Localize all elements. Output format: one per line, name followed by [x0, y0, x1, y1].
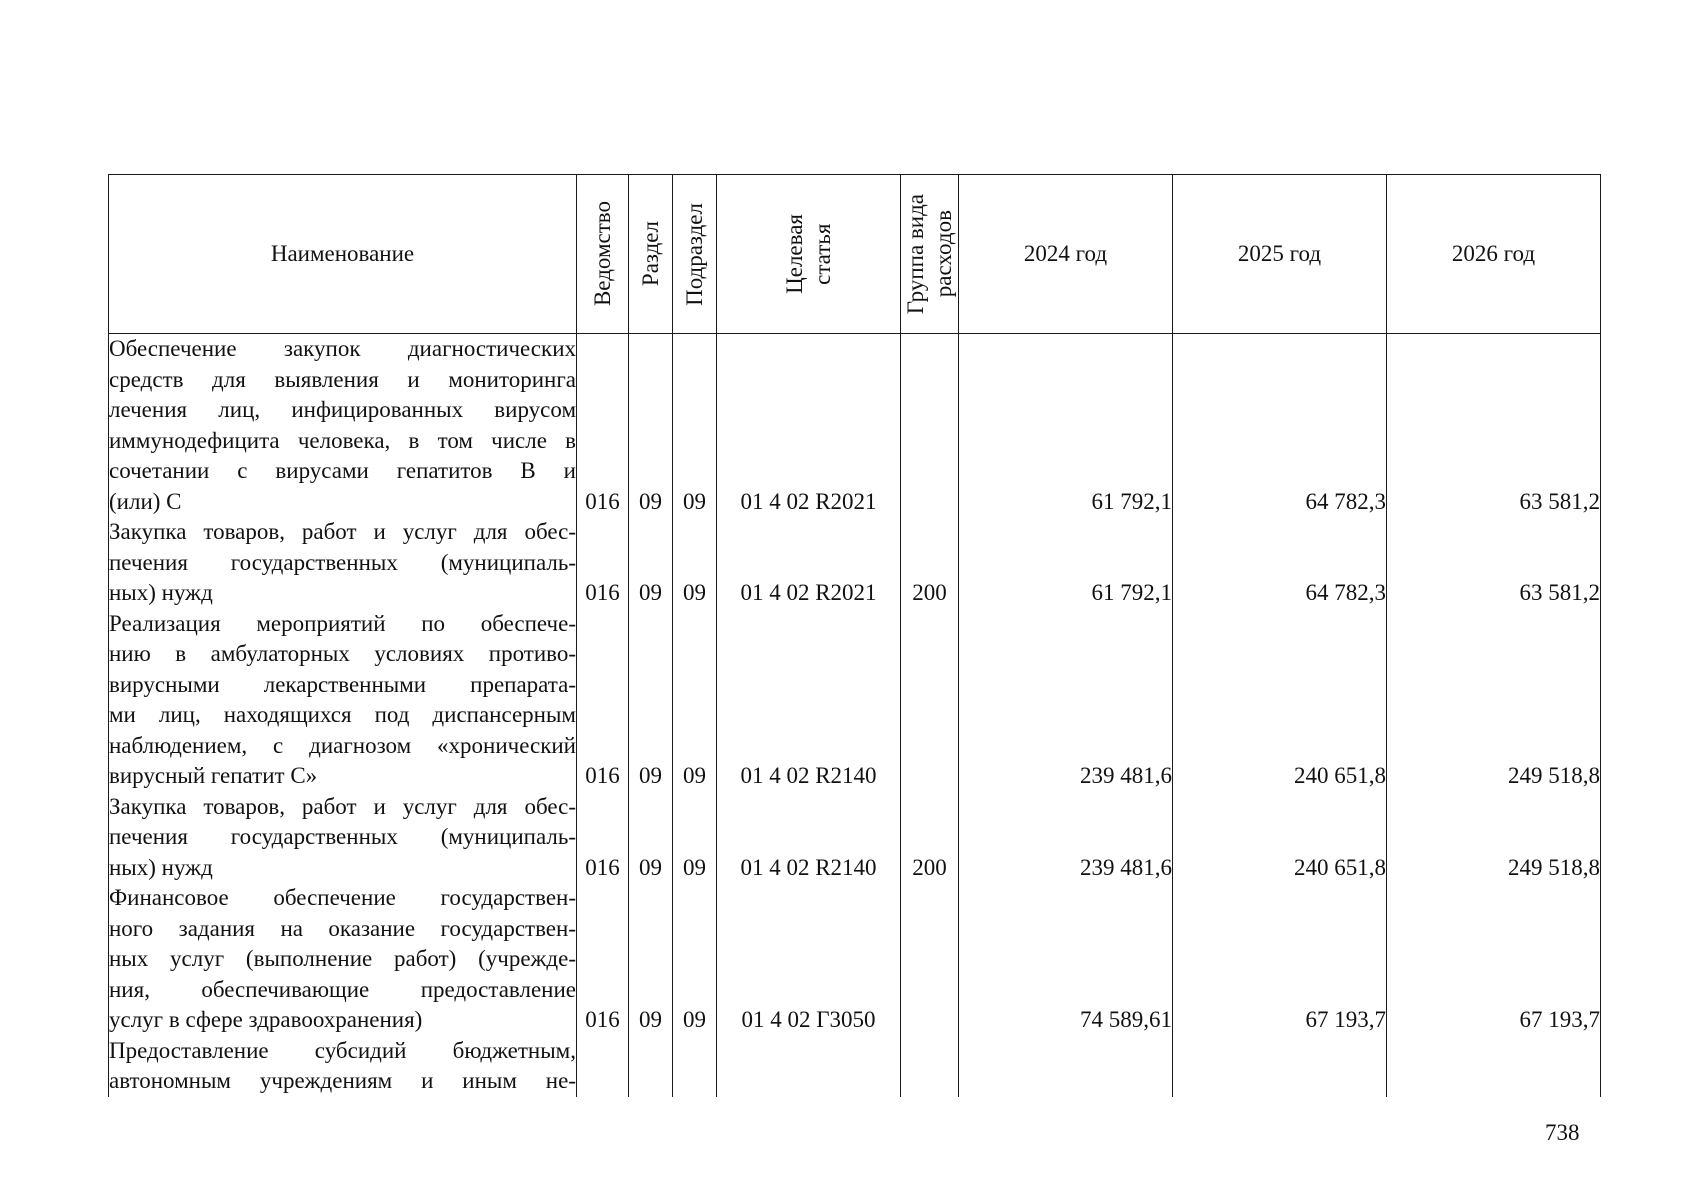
row-gruppa: [901, 883, 959, 1036]
row-2024: 239 481,6: [959, 609, 1173, 792]
row-razdel: 09: [629, 609, 673, 792]
row-podrazdel: 09: [673, 517, 717, 609]
row-2026: 67 193,7: [1387, 883, 1601, 1036]
row-2026: 249 518,8: [1387, 792, 1601, 884]
row-2026: 249 518,8: [1387, 609, 1601, 792]
header-vedomstvo: Ведомство: [577, 175, 629, 334]
row-2024: 239 481,6: [959, 792, 1173, 884]
header-2024: 2024 год: [959, 175, 1173, 334]
row-2025: 240 651,8: [1173, 792, 1387, 884]
table-row-continued: [109, 1036, 1601, 1097]
row-2025: 67 193,7: [1173, 883, 1387, 1036]
header-name: Наименование: [109, 175, 577, 334]
row-podrazdel: 09: [673, 792, 717, 884]
header-gruppa-vida-rashodov: Группа вида расходов: [901, 175, 959, 334]
page-number: 738: [1545, 1120, 1580, 1145]
row-podrazdel: 09: [673, 609, 717, 792]
header-row: [109, 175, 1601, 334]
row-2025: 64 782,3: [1173, 334, 1387, 518]
row-vedomstvo: 016: [577, 609, 629, 792]
header-2025: 2025 год: [1173, 175, 1387, 334]
row-celevaya-statya: 01 4 02 R2140: [717, 792, 901, 884]
row-name: Закупка товаров, работ и услуг для обес- печения государственных (муниципаль- ных) нужд: [109, 792, 577, 884]
row-2026: 63 581,2: [1387, 334, 1601, 518]
row-2024: 74 589,61: [959, 883, 1173, 1036]
row-razdel: 09: [629, 883, 673, 1036]
row-2024: 61 792,1: [959, 334, 1173, 518]
row-vedomstvo: 016: [577, 883, 629, 1036]
row-2025: 240 651,8: [1173, 609, 1387, 792]
budget-table: [108, 174, 1601, 1097]
row-vedomstvo: 016: [577, 334, 629, 518]
row-2024: 61 792,1: [959, 517, 1173, 609]
row-name: Обеспечение закупок диагностических средств для выявления и мониторинга лечения лиц, инфицированных вирусом иммунодефицита человека, в том числе в сочетании с вирусами гепатитов В и (или) С: [109, 334, 577, 518]
row-podrazdel: 09: [673, 334, 717, 518]
table-row: [109, 609, 1601, 792]
row-gruppa: 200: [901, 792, 959, 884]
row-razdel: 09: [629, 792, 673, 884]
row-razdel: 09: [629, 334, 673, 518]
row-celevaya-statya: 01 4 02 R2021: [717, 334, 901, 518]
row-2026: 63 581,2: [1387, 517, 1601, 609]
row-podrazdel: 09: [673, 883, 717, 1036]
row-razdel: 09: [629, 517, 673, 609]
table-row: [109, 883, 1601, 1036]
row-vedomstvo: 016: [577, 517, 629, 609]
header-podrazdel: Подраздел: [673, 175, 717, 334]
row-name: Финансовое обеспечение государствен- ного задания на оказание государствен- ных услуг (выполнение работ) (учрежде- ния, обеспечивающие предоставление услуг в сфере здравоохранения): [109, 883, 577, 1036]
row-name: Предоставление субсидий бюджетным, автономным учреждениям и иным не-: [109, 1036, 577, 1097]
row-name: Закупка товаров, работ и услуг для обес- печения государственных (муниципаль- ных) нужд: [109, 517, 577, 609]
header-razdel: Раздел: [629, 175, 673, 334]
header-celevaya-statya: Целевая статья: [717, 175, 901, 334]
row-gruppa: [901, 334, 959, 518]
header-2026: 2026 год: [1387, 175, 1601, 334]
table-row: [109, 517, 1601, 609]
table-row: [109, 334, 1601, 518]
row-celevaya-statya: 01 4 02 Г3050: [717, 883, 901, 1036]
row-name: Реализация мероприятий по обеспече- нию в амбулаторных условиях противо- вирусными лекарственными препарата- ми лиц, находящихся под диспансерным наблюдением, с диагнозом «хронический вирусный гепатит С»: [109, 609, 577, 792]
row-vedomstvo: 016: [577, 792, 629, 884]
row-celevaya-statya: 01 4 02 R2021: [717, 517, 901, 609]
row-2025: 64 782,3: [1173, 517, 1387, 609]
row-celevaya-statya: 01 4 02 R2140: [717, 609, 901, 792]
row-gruppa: 200: [901, 517, 959, 609]
table-row: [109, 792, 1601, 884]
row-gruppa: [901, 609, 959, 792]
